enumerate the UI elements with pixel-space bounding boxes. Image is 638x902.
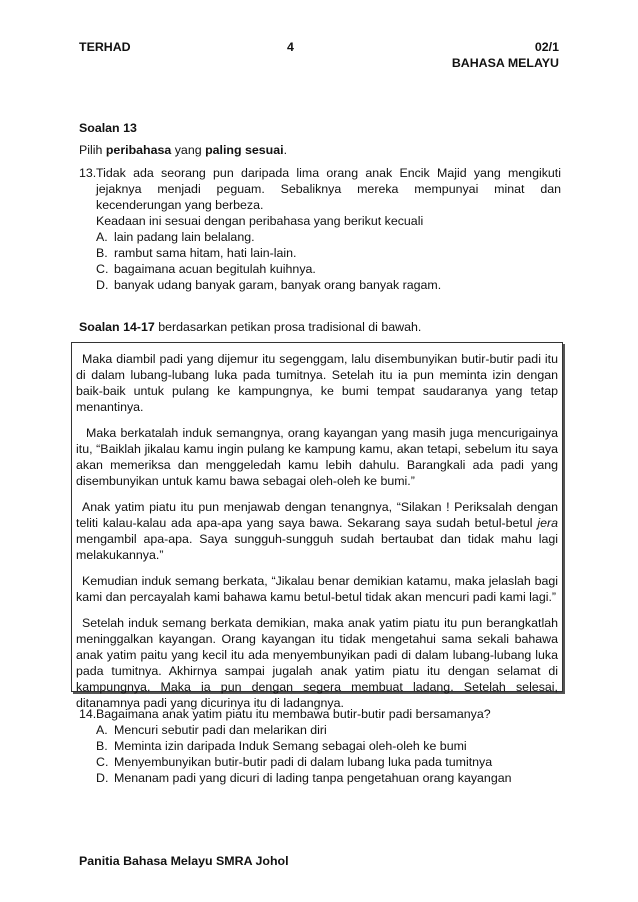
- section-14-17-title-bold: Soalan 14-17: [79, 320, 155, 334]
- passage-p3-before: Anak yatim piatu itu pun menjawab dengan tenangnya, “Silakan ! Periksalah dengan teliti kalau-kalau ada apa-apa yang saya bawa. Sekarang saya sudah betul-betul: [76, 500, 558, 530]
- section-14-17-title-rest: berdasarkan petikan prosa tradisional di bawah.: [154, 320, 422, 334]
- question-13-option-a[interactable]: [79, 229, 561, 245]
- option-text: Menanam padi yang dicuri di lading tanpa pengetahuan orang kayangan: [114, 771, 512, 785]
- option-text: banyak udang banyak garam, banyak orang banyak ragam.: [114, 278, 442, 292]
- footer-text: Panitia Bahasa Melayu SMRA Johol: [79, 854, 289, 868]
- option-letter: B.: [96, 739, 108, 753]
- question-14-option-d[interactable]: [79, 770, 561, 786]
- passage-paragraph-2: Maka berkatalah induk semangnya, orang kayangan yang masih juga mencurigainya itu, “Baiklah jikalau kamu ingin pulang ke kampung kamu, akan tetapi, sebelum itu saya akan memeriksa dan menggeledah kamu lebih dahulu. Barangkali ada padi yang disembunyikan untuk kamu bawa sebagai oleh-oleh ke bumi.”: [76, 426, 558, 488]
- option-letter: A.: [96, 723, 108, 737]
- instruction-prefix: Pilih: [79, 143, 106, 157]
- instruction-bold-peribahasa: peribahasa: [105, 143, 172, 157]
- subject-name: BAHASA MELAYU: [451, 56, 559, 70]
- passage-paragraph-4: Kemudian induk semang berkata, “Jikalau benar demikian katamu, maka jelaslah bagi kami dan percayalah kami bahawa kamu betul-betul tidak akan mencuri padi kami lagi.”: [76, 574, 558, 604]
- question-14: [79, 706, 561, 786]
- passage-paragraph-3: [76, 499, 558, 563]
- question-13: [79, 165, 561, 293]
- question-13-option-b[interactable]: [79, 245, 561, 261]
- question-13-text: Tidak ada seorang pun daripada lima orang anak Encik Majid yang mengikuti jejaknya menjadi peguam. Sebaliknya mereka mempunyai minat dan kecenderungan yang berbeza.: [96, 166, 561, 212]
- option-letter: D.: [96, 278, 109, 292]
- passage-paragraph-5: Setelah induk semang berkata demikian, maka anak yatim piatu itu pun berangkatlah meninggalkan kayangan. Orang kayangan itu tidak mengetahui sama sekali bahawa anak yatim paitu yang kecil itu ada menyembunyikan padi di dalam lubang-lubang luka pada tumitnya. Akhirnya sampai jugalah anak yatim piatu itu dengan selamat di kampungnya. Maka ia pun dengan segera membuat ladang. Setelah selesai, ditanamnya padi yang dicurinya itu di ladangnya.: [76, 616, 558, 710]
- question-13-option-c[interactable]: [79, 261, 561, 277]
- question-13-prompt: [79, 213, 561, 229]
- question-13-option-d[interactable]: [79, 277, 561, 293]
- instruction-mid: yang: [171, 143, 206, 157]
- question-13-number: 13.: [79, 166, 97, 180]
- question-14-number: 14.: [79, 707, 97, 721]
- question-14-option-b[interactable]: [79, 738, 561, 754]
- question-14-text: Bagaimana anak yatim piatu itu membawa butir-butir padi bersamanya?: [96, 707, 491, 721]
- passage-paragraph-1: Maka diambil padi yang dijemur itu segenggam, lalu disembunyikan butir-butir padi itu di dalam lubang-lubang luka pada tumitnya. Setelah itu ia pun meminta izin dengan baik-baik untuk pulang ke kampungnya, ke bumi tempat saudaranya yang tetap menantinya.: [76, 352, 558, 414]
- question-13-prompt-text: Keadaan ini sesuai dengan peribahasa yang berikut kecuali: [96, 214, 424, 228]
- section-14-17-title: [79, 319, 561, 335]
- passage-p3-after: mengambil apa-apa. Saya sungguh-sungguh sudah bertaubat dan tidak mahu lagi melakukannya.”: [76, 532, 558, 562]
- question-14-option-a[interactable]: [79, 722, 561, 738]
- paper-code: 02/1: [534, 40, 559, 54]
- page-number: 4: [287, 40, 294, 54]
- option-text: Meminta izin daripada Induk Semang sebagai oleh-oleh ke bumi: [114, 739, 467, 753]
- section-13-instruction: [79, 142, 561, 158]
- passage-box: [71, 342, 563, 710]
- option-letter: D.: [96, 771, 109, 785]
- header-classification: TERHAD: [79, 40, 131, 54]
- option-text: Mencuri sebutir padi dan melarikan diri: [114, 723, 327, 737]
- question-14-option-c[interactable]: [79, 754, 561, 770]
- header-paper-info: [452, 39, 559, 71]
- option-text: rambut sama hitam, hati lain-lain.: [114, 246, 297, 260]
- option-text: bagaimana acuan begitulah kuihnya.: [114, 262, 316, 276]
- instruction-bold-paling-sesuai: paling sesuai: [205, 143, 284, 157]
- option-letter: B.: [96, 246, 108, 260]
- option-letter: C.: [96, 262, 109, 276]
- option-letter: A.: [96, 230, 108, 244]
- instruction-suffix: .: [283, 143, 288, 157]
- question-13-stem: [79, 165, 561, 213]
- option-text: lain padang lain belalang.: [114, 230, 255, 244]
- passage-p3-italic: jera: [537, 516, 558, 530]
- section-13-title: Soalan 13: [79, 121, 137, 135]
- question-14-stem: [79, 706, 561, 722]
- option-text: Menyembunyikan butir-butir padi di dalam lubang luka pada tumitnya: [114, 755, 493, 769]
- option-letter: C.: [96, 755, 109, 769]
